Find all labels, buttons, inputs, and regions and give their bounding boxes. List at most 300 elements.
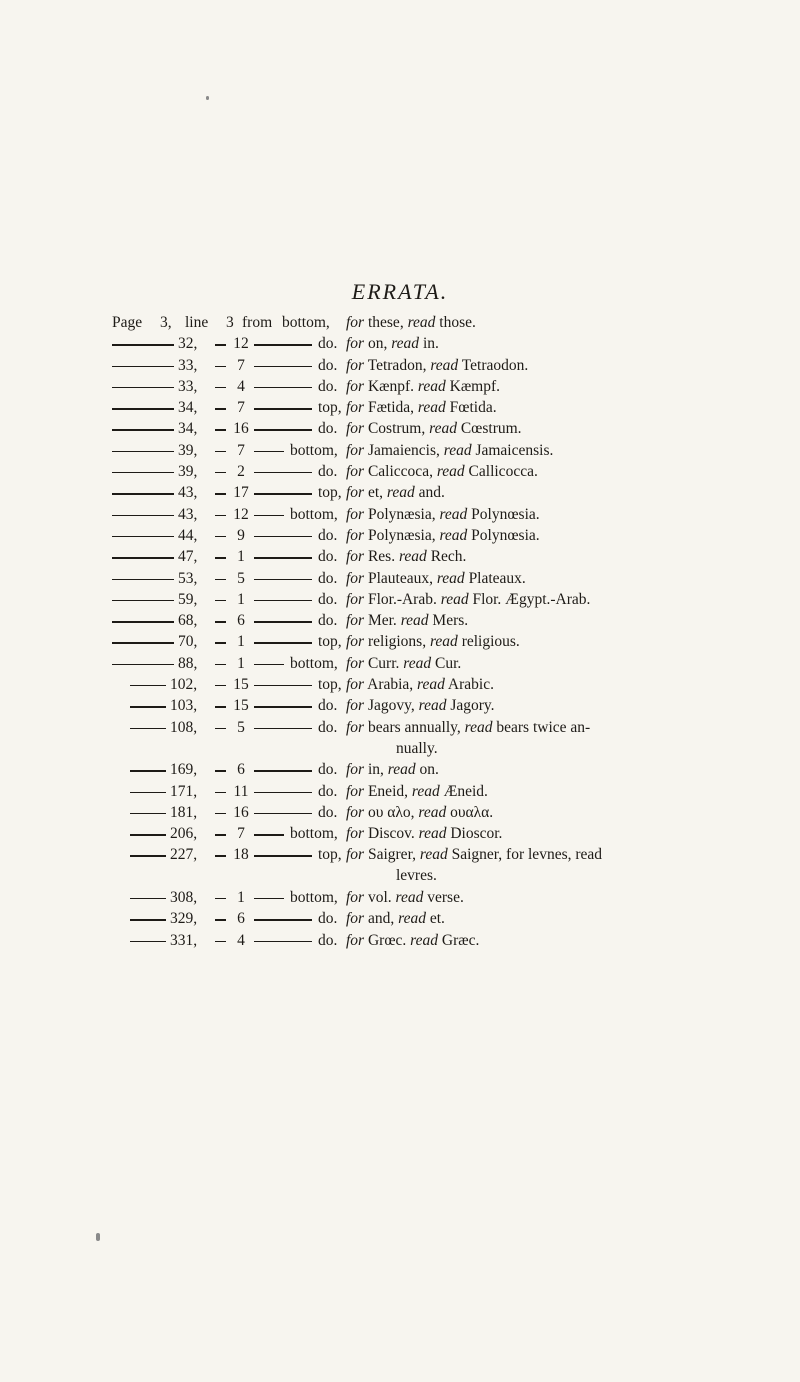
read-word: read [387,761,416,779]
errata-line-number: 15 [233,697,249,715]
for-word: for [346,590,365,608]
page-leader-dash [112,621,174,622]
right-text: Arabic. [447,676,494,694]
errata-correction [346,589,786,610]
errata-correction [346,504,786,525]
errata-position: bottom, [290,441,338,459]
errata-correction [346,376,786,397]
errata-line-number: 16 [233,803,249,821]
right-text: on. [419,761,439,779]
position-leader-dash [254,664,284,665]
page-leader-dash [130,792,166,793]
read-word: read [418,825,447,843]
page-leader-dash [112,493,174,494]
page-leader-dash [112,579,174,580]
right-text: those. [439,314,476,331]
errata-correction [346,695,786,716]
errata-row [0,355,800,376]
position-leader-dash [254,429,312,430]
errata-page-number: 227, [170,846,198,864]
page-leader-dash [130,813,166,814]
errata-position: do. [318,590,338,608]
for-word: for [346,633,365,651]
right-text: ουαλα. [450,803,494,821]
errata-page-number: 53, [178,569,198,587]
errata-correction [346,418,786,439]
errata-line-number: 6 [237,612,245,630]
position-leader-dash [254,536,312,537]
errata-line-number: 1 [237,633,245,651]
right-text: religious. [461,633,520,651]
errata-position: bottom, [282,314,330,331]
errata-line-number: 2 [237,463,245,481]
wrong-text: Costrum, [367,420,426,438]
errata-position: do. [318,761,338,779]
line-dash [215,515,226,516]
errata-line-number: 5 [237,569,245,587]
errata-page-number: 331, [170,931,198,949]
errata-correction [346,312,786,333]
errata-page-number: 3, [160,314,172,331]
read-word: read [410,931,438,949]
wrong-text: Discov. [367,825,415,843]
errata-position: bottom, [290,825,338,843]
position-leader-dash [254,706,312,707]
position-leader-dash [254,919,312,920]
position-leader-dash [254,472,312,473]
errata-line-number: 16 [233,420,249,438]
errata-page-number: 206, [170,825,198,843]
errata-row [0,610,800,631]
errata-row [0,674,800,695]
wrong-text: on, [367,335,388,353]
errata-line-number: 1 [237,654,245,672]
for-word: for [346,484,365,502]
page-leader-dash [130,941,166,942]
errata-position: do. [318,526,338,544]
wrong-text: Saigrer, [367,846,416,864]
line-dash [215,621,226,622]
errata-correction [346,802,786,823]
errata-position: do. [318,910,338,928]
wrong-text: religions, [367,633,427,651]
read-word: read [418,803,447,821]
position-leader-dash [254,493,312,494]
errata-line-number: 12 [233,335,249,353]
position-leader-dash [254,557,312,558]
right-text: Æneid. [443,782,488,800]
read-word: read [419,846,448,864]
position-leader-dash [254,792,312,793]
page-leader-dash [130,706,166,707]
errata-row [0,631,800,652]
line-dash [215,579,226,580]
errata-row [0,802,800,823]
errata-line-number: 7 [237,356,245,374]
errata-row [0,440,800,461]
right-text: Jagory. [450,697,495,715]
errata-position: do. [318,463,338,481]
errata-page-number: 59, [178,590,198,608]
right-text: Dioscor. [450,825,503,843]
errata-page-number: 33, [178,356,198,374]
page-leader-dash [112,387,174,388]
errata-line-number: 3 [226,314,234,331]
errata-line-number: 1 [237,889,245,907]
for-word: for [346,548,365,566]
errata-page-number: 34, [178,420,198,438]
errata-row [0,589,800,610]
wrong-text: in, [367,761,384,779]
read-word: read [417,399,446,417]
page-leader-dash [112,557,174,558]
line-dash [215,664,226,665]
for-word: for [346,612,365,630]
line-dash [215,536,226,537]
line-dash [215,941,226,942]
read-word: read [403,654,432,672]
errata-page-number: 39, [178,441,198,459]
position-leader-dash [254,770,312,771]
errata-row [0,717,800,760]
errata-correction [346,781,786,802]
page-leader-dash [112,536,174,537]
errata-row [0,930,800,951]
position-leader-dash [254,813,312,814]
errata-correction [346,546,786,567]
for-word: for [346,356,365,374]
read-word: read [439,526,468,544]
read-word: read [418,697,447,715]
errata-row [0,376,800,397]
errata-line-number: 4 [237,377,245,395]
read-word: read [443,441,472,459]
errata-correction [346,908,786,929]
errata-row [0,418,800,439]
for-word: for [346,377,365,395]
line-dash [215,408,226,409]
wrong-text: Kænpf. [367,377,415,395]
errata-line-number: 6 [237,910,245,928]
from-header-word: from [242,314,273,331]
errata-page-number: 88, [178,654,198,672]
wrong-text: Arabia, [367,676,414,694]
line-dash [215,429,226,430]
wrong-text: Mer. [367,612,397,630]
position-leader-dash [254,898,284,899]
right-text: Flor. Ægypt.-Arab. [472,590,591,608]
line-dash [215,451,226,452]
page-title: ERRATA. [351,279,449,304]
errata-correction [346,844,786,886]
position-leader-dash [254,834,284,835]
line-dash [215,898,226,899]
errata-row [0,397,800,418]
errata-position: do. [318,782,338,800]
errata-page-number: 33, [178,377,198,395]
read-word: read [440,590,469,608]
position-leader-dash [254,579,312,580]
read-word: read [398,910,426,928]
position-leader-dash [254,344,312,345]
read-word: read [417,377,446,395]
right-text: bears twice an- [496,718,591,736]
wrong-text: et, [367,484,384,502]
errata-row [0,823,800,844]
errata-position: bottom, [290,654,338,672]
line-dash [215,728,226,729]
page-leader-dash [112,472,174,473]
read-word: read [417,676,445,694]
errata-row [0,695,800,716]
errata-row [0,781,800,802]
errata-position: do. [318,569,338,587]
position-leader-dash [254,685,312,686]
for-word: for [346,314,365,331]
line-dash [215,855,226,856]
errata-position: do. [318,377,338,395]
errata-correction [346,333,786,354]
errata-row [0,333,800,354]
right-text: Polynœsia. [471,505,540,523]
page-header-word: Page [112,314,143,331]
for-word: for [346,889,365,907]
line-dash [215,813,226,814]
errata-page-number: 181, [170,803,198,821]
wrong-text: Grœc. [367,931,407,949]
right-text: Fœtida. [449,399,497,417]
errata-page-number: 329, [170,910,198,928]
errata-row [0,461,800,482]
wrong-text: Fætida, [367,399,415,417]
errata-line-number: 6 [237,761,245,779]
errata-line-number: 12 [233,505,249,523]
errata-position: bottom, [290,505,338,523]
errata-row [0,887,800,908]
page-leader-dash [130,919,166,920]
errata-page-number: 68, [178,612,198,630]
errata-page-number: 108, [170,718,198,736]
wrong-text: Polynæsia, [367,505,436,523]
wrong-text: Polynæsia, [367,526,436,544]
errata-row [0,759,800,780]
errata-line-number: 7 [237,399,245,417]
read-word: read [395,889,424,907]
for-word: for [346,654,365,672]
errata-position: do. [318,803,338,821]
wrong-text: Jagovy, [367,697,415,715]
line-dash [215,600,226,601]
for-word: for [346,335,365,353]
errata-row [0,546,800,567]
errata-page-number: 103, [170,697,198,715]
errata-correction [346,930,786,951]
wrong-text: Caliccoca, [367,463,433,481]
page-leader-dash [112,429,174,430]
errata-correction [346,887,786,908]
read-word: read [436,569,465,587]
wrong-text: Eneid, [367,782,408,800]
errata-page-number: 102, [170,676,198,694]
errata-line-number: 7 [237,825,245,843]
errata-line-number: 1 [237,548,245,566]
position-leader-dash [254,941,312,942]
read-word: read [436,463,465,481]
line-dash [215,770,226,771]
right-text: et. [429,910,445,928]
line-dash [215,642,226,643]
errata-position: top, [318,846,342,864]
line-dash [215,344,226,345]
for-word: for [346,569,365,587]
for-word: for [346,526,365,544]
errata-line-number: 11 [233,782,249,800]
errata-correction [346,823,786,844]
errata-row [0,908,800,929]
errata-page-number: 169, [170,761,198,779]
errata-page-number: 34, [178,399,198,417]
errata-page-number: 39, [178,463,198,481]
errata-position: do. [318,548,338,566]
errata-position: top, [318,484,342,502]
page-leader-dash [112,366,174,367]
errata-line-number: 9 [237,526,245,544]
line-dash [215,493,226,494]
errata-correction [346,440,786,461]
errata-position: do. [318,356,338,374]
errata-page-number: 43, [178,484,198,502]
errata-correction [346,525,786,546]
line-header-word: line [185,314,209,331]
page-leader-dash [112,451,174,452]
for-word: for [346,399,365,417]
line-dash [215,366,226,367]
for-word: for [346,505,365,523]
line-dash [215,685,226,686]
errata-row [0,504,800,525]
errata-correction [346,461,786,482]
right-text: in. [422,335,439,353]
wrong-text: these, [367,314,404,331]
errata-position: do. [318,612,338,630]
page-leader-dash [130,855,166,856]
errata-row [0,844,800,887]
errata-position: do. [318,697,338,715]
wrong-text: Tetradon, [367,356,427,374]
read-word: read [464,718,493,736]
read-word: read [407,314,436,331]
read-word: read [400,612,429,630]
errata-correction [346,397,786,418]
line-dash [215,706,226,707]
errata-correction [346,631,786,652]
wrong-text: and, [367,910,395,928]
right-text: Tetraodon. [461,356,529,374]
errata-list [0,312,800,951]
right-text: Plateaux. [468,569,526,587]
errata-page-number: 44, [178,526,198,544]
read-word: read [386,484,415,502]
wrong-text: Curr. [367,654,400,672]
read-word: read [439,505,468,523]
wrong-text: Res. [367,548,396,566]
line-dash [215,387,226,388]
errata-correction [346,568,786,589]
read-word: read [430,356,459,374]
for-word: for [346,931,365,949]
errata-position: top, [318,399,342,417]
errata-row [0,312,800,333]
read-word: read [411,782,440,800]
right-text: Kæmpf. [449,377,501,395]
page-leader-dash [130,770,166,771]
position-leader-dash [254,515,284,516]
page-leader-dash [112,664,174,665]
position-leader-dash [254,451,284,452]
position-leader-dash [254,387,312,388]
errata-position: do. [318,718,338,736]
wrong-text: Jamaiencis, [367,441,440,459]
for-word: for [346,782,365,800]
continued-text: levres. [396,867,437,885]
position-leader-dash [254,642,312,643]
page-leader-dash [112,600,174,601]
right-text: and. [418,484,445,502]
wrong-text: Plauteaux, [367,569,433,587]
for-word: for [346,463,365,481]
errata-row [0,653,800,674]
position-leader-dash [254,600,312,601]
right-text: Callicocca. [468,463,538,481]
errata-correction [346,482,786,503]
errata-page-number: 171, [170,782,198,800]
for-word: for [346,910,365,928]
page-leader-dash [130,685,166,686]
right-text: Mers. [432,612,469,630]
wrong-text: bears annually, [367,718,461,736]
right-text: Græc. [441,931,480,949]
for-word: for [346,825,365,843]
for-word: for [346,697,365,715]
paper-stain [96,1233,100,1241]
right-text: verse. [427,889,464,907]
errata-correction [346,717,786,759]
errata-line-number: 7 [237,441,245,459]
for-word: for [346,420,365,438]
wrong-text: ου αλο, [367,803,415,821]
right-text: Jamaicensis. [475,441,554,459]
errata-correction [346,653,786,674]
right-text: Rech. [430,548,467,566]
page-leader-dash [112,515,174,516]
errata-correction [346,355,786,376]
for-word: for [346,441,365,459]
read-word: read [429,420,457,438]
right-text: Cœstrum. [460,420,522,438]
page-leader-dash [130,834,166,835]
errata-row [0,482,800,503]
errata-row [0,568,800,589]
errata-line-number: 18 [233,846,249,864]
for-word: for [346,718,365,736]
errata-page-number: 308, [170,889,198,907]
errata-position: top, [318,633,342,651]
read-word: read [391,335,420,353]
wrong-text: vol. [367,889,392,907]
errata-line-number: 17 [233,484,249,502]
line-dash [215,557,226,558]
errata-page-number: 70, [178,633,198,651]
